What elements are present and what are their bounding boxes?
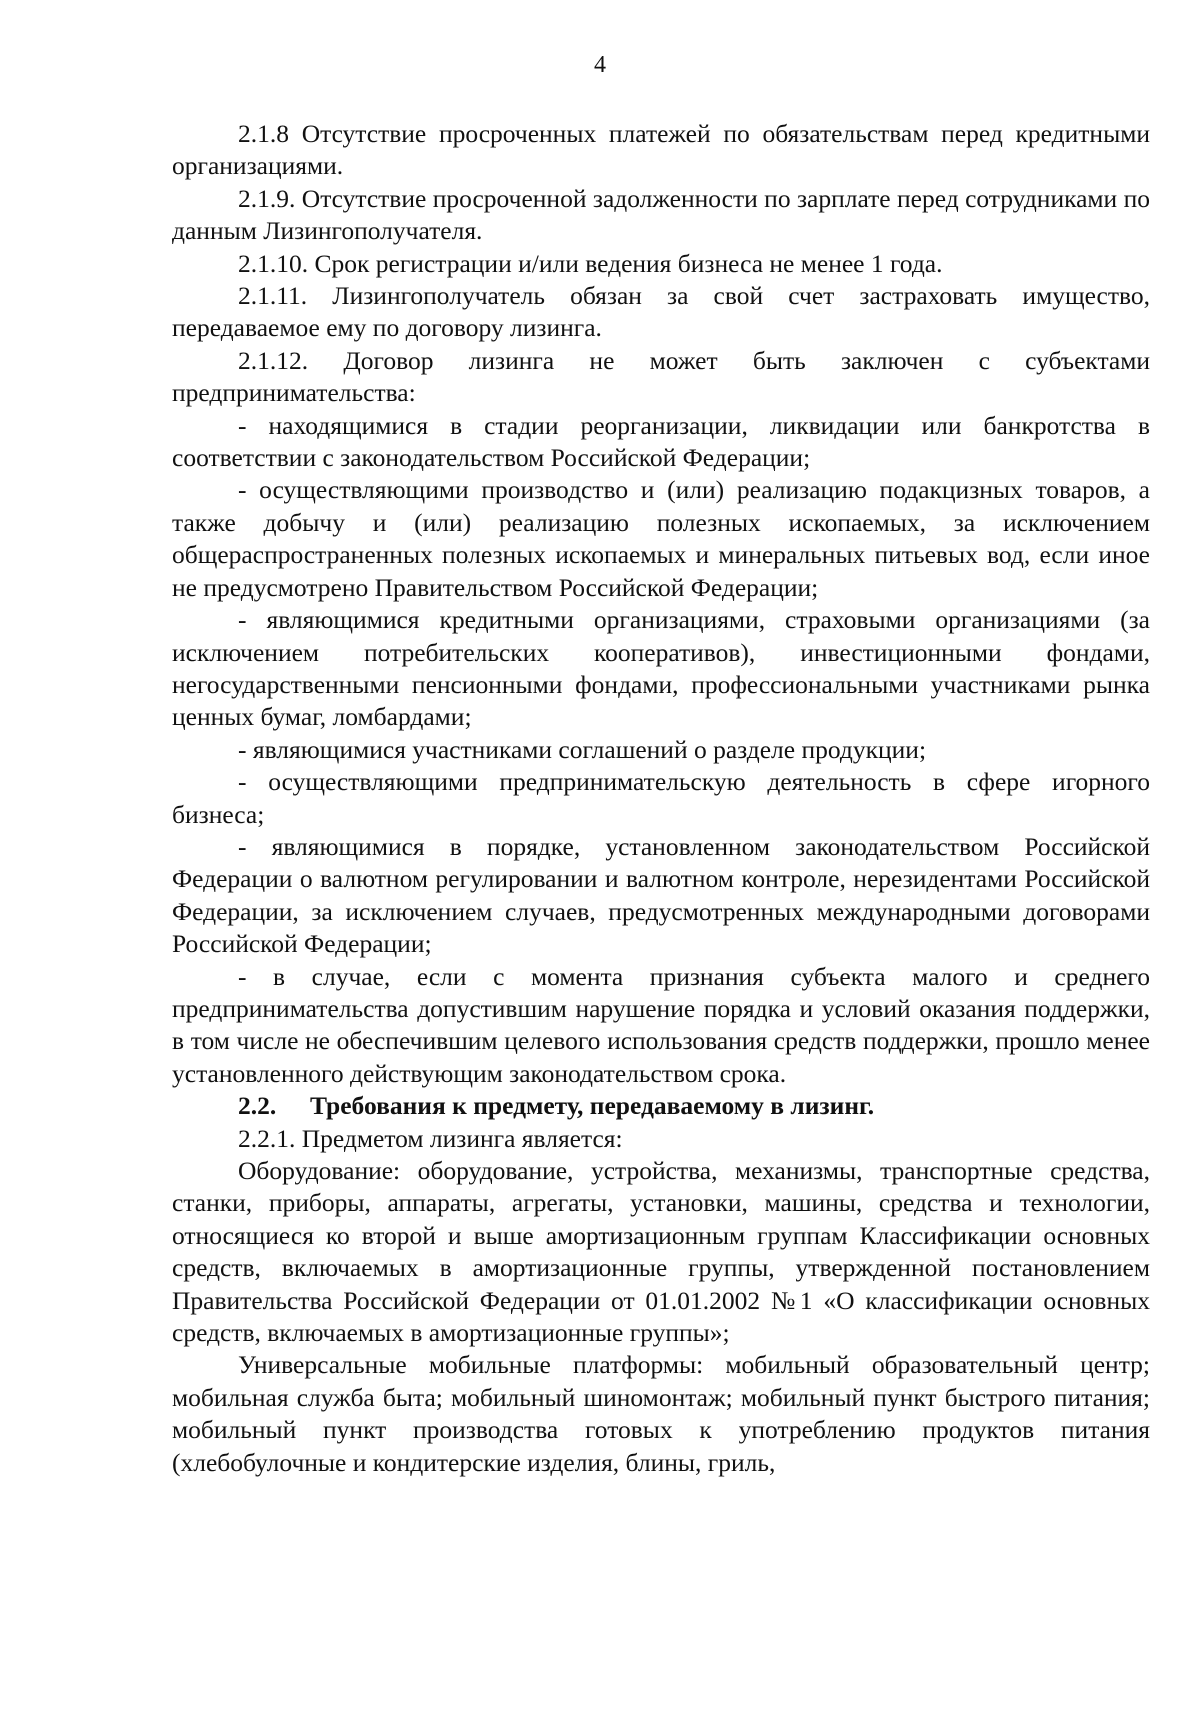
list-item-support-violation: - в случае, если с момента признания субъекта малого и среднего предпринимательства допустившим нарушение порядка и условий оказания поддержки, в том числе не обеспечившим целевого использования средств поддержки, прошло менее установленного действующим законодательством срока. bbox=[172, 961, 1150, 1088]
paragraph-2-1-9: 2.1.9. Отсутствие просроченной задолженности по зарплате перед сотрудниками по данным Лизингополучателя. bbox=[172, 183, 1150, 246]
page-number: 4 bbox=[594, 52, 606, 78]
section-heading-2-2 bbox=[172, 1090, 1150, 1122]
list-item-gambling: - осуществляющими предпринимательскую деятельность в сфере игорного бизнеса; bbox=[172, 767, 1150, 829]
paragraph-equipment: Оборудование: оборудование, устройства, механизмы, транспортные средства, станки, приборы, аппараты, агрегаты, установки, машины, средства и технологии, относящиеся ко второй и выше амортизационным группам Классификации основных средств, включаемых в амортизационные группы, утвержденной постановлением Правительства Российской Федерации от 01.01.2002 №1 «О классификации основных средств, включаемых в амортизационные группы»; bbox=[172, 1156, 1150, 1348]
paragraph-mobile-platforms: Универсальные мобильные платформы: мобильный образовательный центр; мобильная служба быта; мобильный шиномонтаж; мобильный пункт быстрого питания; мобильный пункт производства готовых к употреблению продуктов питания (хлебобулочные и кондитерские изделия, блины, гриль, bbox=[172, 1350, 1150, 1477]
list-item-nonresidents: - являющимися в порядке, установленном законодательством Российской Федерации о валютном регулировании и валютном контроле, нерезидентами Российской Федерации, за исключением случаев, предусмотренных международными договорами Российской Федерации; bbox=[172, 831, 1150, 959]
document-body bbox=[172, 118, 1150, 1479]
list-item-excise-goods: - осуществляющими производство и (или) реализацию подакцизных товаров, а также добычу и (или) реализацию полезных ископаемых, за исключением общераспространенных полезных ископаемых и минеральных питьевых вод, если иное не предусмотрено Правительством Российской Федерации; bbox=[172, 475, 1150, 602]
paragraph-2-2-1: 2.2.1. Предметом лизинга является: bbox=[238, 1123, 623, 1153]
paragraph-2-1-8: 2.1.8 Отсутствие просроченных платежей по обязательствам перед кредитными организациями. bbox=[172, 119, 1150, 181]
paragraph-2-1-12: 2.1.12. Договор лизинга не может быть заключен с субъектами предпринимательства: bbox=[172, 345, 1150, 408]
list-item-credit-organizations: - являющимися кредитными организациями, страховыми организациями (за исключением потребительских кооперативов), инвестиционными фондами, негосударственными пенсионными фондами, профессиональными участниками рынка ценных бумаг, ломбардами; bbox=[172, 605, 1150, 732]
paragraph-2-1-11: 2.1.11. Лизингополучатель обязан за свой счет застраховать имущество, передаваемое ему по договору лизинга. bbox=[172, 281, 1150, 343]
list-item-production-sharing: - являющимися участниками соглашений о разделе продукции; bbox=[238, 734, 927, 764]
paragraph-2-1-10: 2.1.10. Срок регистрации и/или ведения бизнеса не менее 1 года. bbox=[238, 248, 943, 278]
list-item-reorganization: - находящимися в стадии реорганизации, ликвидации или банкротства в соответствии с законодательством Российской Федерации; bbox=[172, 410, 1150, 473]
section-heading-title: Требования к предмету, передаваемому в лизинг. bbox=[310, 1091, 875, 1121]
section-heading-number: 2.2. bbox=[238, 1091, 277, 1121]
